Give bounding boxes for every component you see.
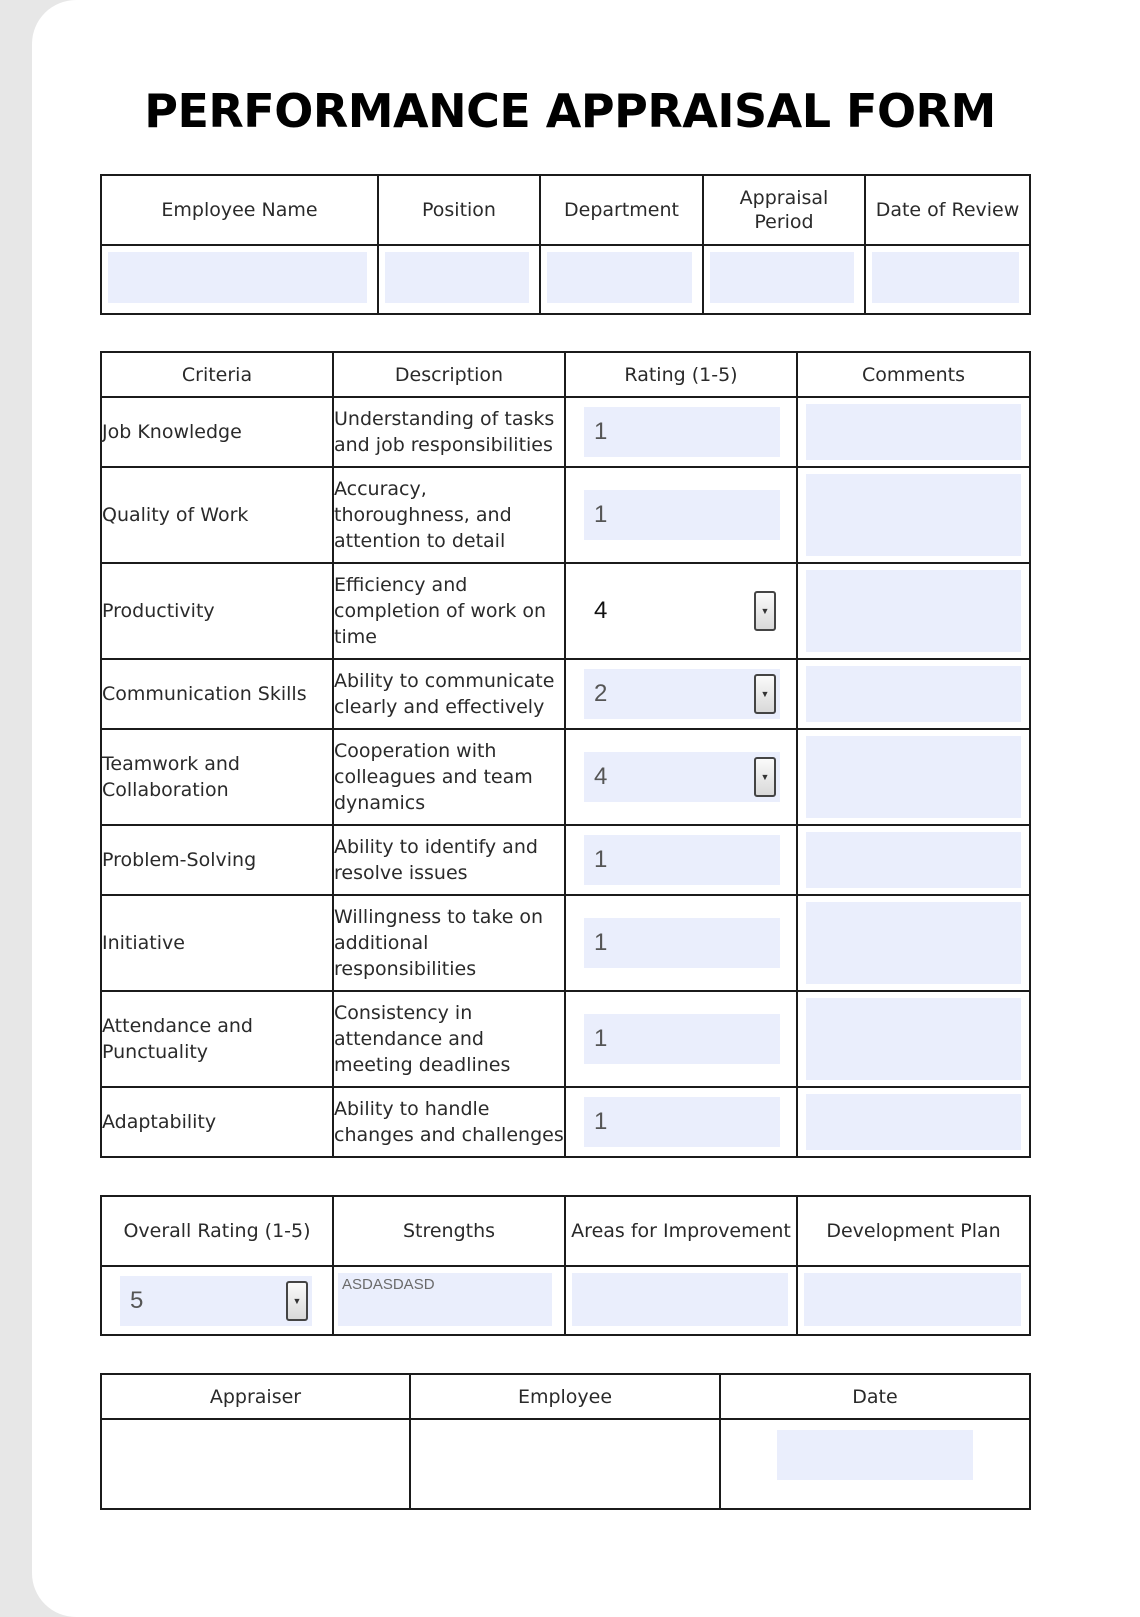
chevron-down-icon[interactable]: ▼ [754,674,776,714]
rating-select[interactable] [584,669,780,719]
employee-name-cell [101,245,378,314]
employee-signature-cell[interactable] [410,1419,720,1509]
header-employee: Employee [410,1374,720,1419]
header-appraiser: Appraiser [101,1374,410,1419]
comments-cell [797,895,1030,991]
criteria-description: Efficiency and completion of work on time [333,563,565,659]
criteria-label: Adaptability [101,1087,333,1157]
rating-cell [565,1087,797,1157]
department-field[interactable] [547,252,692,303]
chevron-down-icon[interactable]: ▼ [754,757,776,797]
header-development-plan: Development Plan [797,1196,1030,1266]
header-department: Department [540,175,703,245]
header-date: Date [720,1374,1030,1419]
comments-input[interactable] [806,404,1021,460]
header-strengths: Strengths [333,1196,565,1266]
development-plan-field[interactable] [804,1273,1021,1326]
rating-input[interactable]: 1 [584,1097,780,1147]
rating-input[interactable]: 1 [584,835,780,885]
comments-cell [797,825,1030,895]
table-row [101,991,1030,1087]
header-date-of-review: Date of Review [865,175,1030,245]
strengths-cell [333,1266,565,1335]
criteria-table [100,351,1031,1158]
department-cell [540,245,703,314]
position-field[interactable] [385,252,529,303]
comments-input[interactable] [806,1094,1021,1150]
comments-cell [797,729,1030,825]
overall-rating-value: 5 [130,1286,144,1314]
areas-for-improvement-cell [565,1266,797,1335]
page-title: PERFORMANCE APPRAISAL FORM [144,84,996,138]
table-row [101,1087,1030,1157]
comments-input[interactable] [806,736,1021,818]
table-row [101,397,1030,467]
header-areas-for-improvement: Areas for Improvement [565,1196,797,1266]
comments-input[interactable] [806,832,1021,888]
rating-cell [565,729,797,825]
table-row [101,467,1030,563]
rating-select-value: 2 [594,680,608,707]
rating-input[interactable]: 1 [584,918,780,968]
rating-cell [565,467,797,563]
comments-cell [797,467,1030,563]
appraiser-signature-cell[interactable] [101,1419,410,1509]
comments-cell [797,659,1030,729]
rating-cell [565,659,797,729]
rating-select-value: 4 [594,597,608,624]
rating-select[interactable] [584,752,780,802]
criteria-label: Teamwork and Collaboration [101,729,333,825]
header-rating: Rating (1-5) [565,352,797,397]
header-description: Description [333,352,565,397]
rating-cell [565,895,797,991]
criteria-description: Ability to handle changes and challenges [333,1087,565,1157]
overall-rating-select[interactable] [120,1276,312,1326]
summary-table [100,1195,1031,1336]
chevron-down-icon[interactable]: ▼ [286,1281,308,1321]
table-row [101,825,1030,895]
rating-select[interactable] [584,586,780,636]
rating-input[interactable]: 1 [584,490,780,540]
criteria-description: Ability to communicate clearly and effectively [333,659,565,729]
chevron-down-icon[interactable]: ▼ [754,591,776,631]
rating-cell [565,825,797,895]
comments-cell [797,991,1030,1087]
rating-cell [565,563,797,659]
table-row [101,729,1030,825]
comments-cell [797,563,1030,659]
development-plan-cell [797,1266,1030,1335]
table-row [101,895,1030,991]
table-row [101,659,1030,729]
table-row [101,563,1030,659]
rating-cell [565,991,797,1087]
criteria-description: Consistency in attendance and meeting deadlines [333,991,565,1087]
criteria-label: Job Knowledge [101,397,333,467]
criteria-description: Ability to identify and resolve issues [333,825,565,895]
criteria-label: Communication Skills [101,659,333,729]
date-cell [720,1419,1030,1509]
criteria-label: Problem-Solving [101,825,333,895]
comments-cell [797,397,1030,467]
strengths-field[interactable]: ASDASDASD [338,1273,552,1326]
overall-rating-cell [101,1266,333,1335]
criteria-description: Accuracy, thoroughness, and attention to detail [333,467,565,563]
criteria-description: Cooperation with colleagues and team dynamics [333,729,565,825]
criteria-label: Initiative [101,895,333,991]
employee-name-field[interactable] [108,252,367,303]
date-field[interactable] [777,1430,973,1480]
employee-info-table [100,174,1031,315]
rating-cell [565,397,797,467]
header-appraisal-period: Appraisal Period [703,175,865,245]
comments-input[interactable] [806,474,1021,556]
header-employee-name: Employee Name [101,175,378,245]
criteria-label: Productivity [101,563,333,659]
header-position: Position [378,175,540,245]
signature-table [100,1373,1031,1510]
criteria-label: Quality of Work [101,467,333,563]
header-comments: Comments [797,352,1030,397]
comments-input[interactable] [806,998,1021,1080]
comments-input[interactable] [806,902,1021,984]
rating-select-value: 4 [594,763,608,790]
appraisal-period-cell [703,245,865,314]
comments-input[interactable] [806,570,1021,652]
header-criteria: Criteria [101,352,333,397]
date-of-review-field[interactable] [872,252,1019,303]
header-overall-rating: Overall Rating (1-5) [101,1196,333,1266]
appraisal-period-field[interactable] [710,252,854,303]
comments-cell [797,1087,1030,1157]
position-cell [378,245,540,314]
rating-input[interactable]: 1 [584,407,780,457]
date-of-review-cell [865,245,1030,314]
criteria-description: Willingness to take on additional responsibilities [333,895,565,991]
rating-input[interactable]: 1 [584,1014,780,1064]
areas-for-improvement-field[interactable] [572,1273,788,1326]
comments-input[interactable] [806,666,1021,722]
criteria-label: Attendance and Punctuality [101,991,333,1087]
criteria-description: Understanding of tasks and job responsibilities [333,397,565,467]
